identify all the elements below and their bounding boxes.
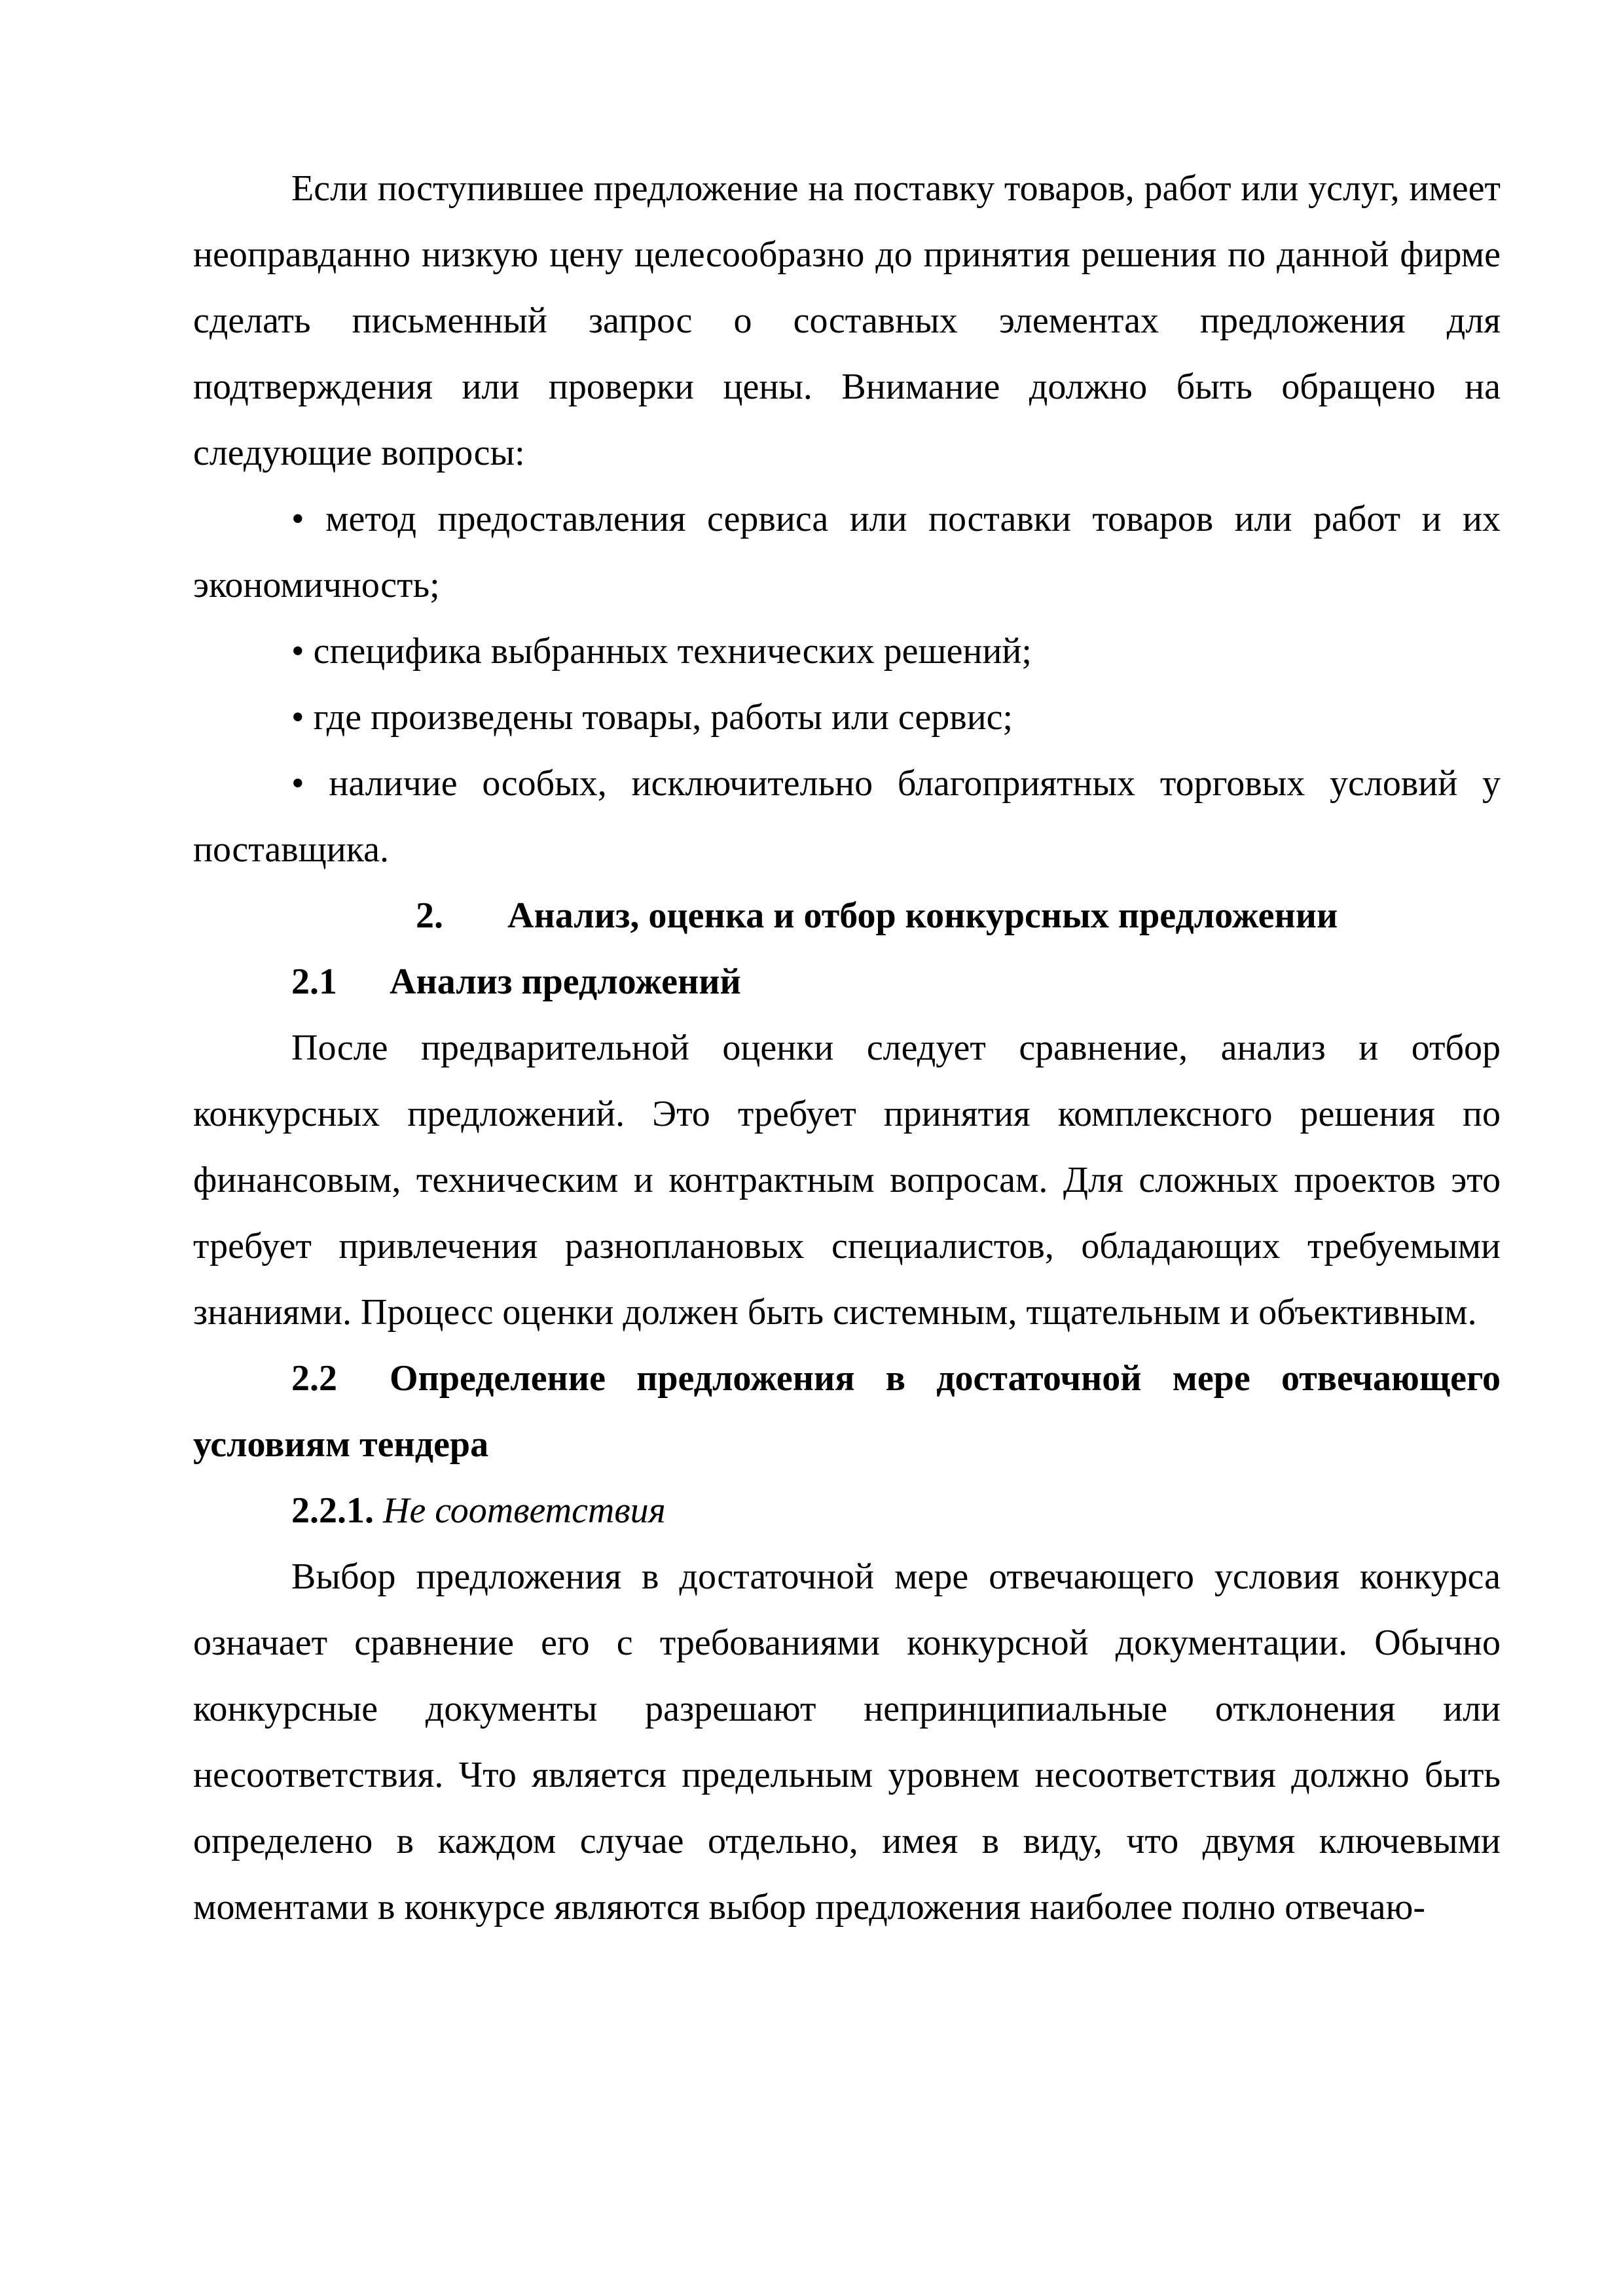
- section-number: 2.2.1.: [291, 1490, 374, 1531]
- bullet-marker: •: [291, 697, 304, 738]
- bullet-item-specifics: [193, 619, 1501, 685]
- intro-paragraph: Если поступившее предложение на поставку товаров, работ или услуг, имеет неоправданно низкую цену целесообразно до принятия решения по данной фирме сделать письменный запрос о составных элементах предложения для подтверждения или проверки цены. Внимание должно быть обращено на следующие вопросы:: [193, 168, 1501, 473]
- section-heading-2-1: [193, 949, 1501, 1015]
- section-heading-2-2: [193, 1346, 1501, 1478]
- bullet-item-method: [193, 486, 1501, 619]
- section-number: 2.2: [291, 1358, 337, 1399]
- section-title: Анализ предложений: [390, 961, 741, 1002]
- bullet-marker: •: [291, 499, 304, 539]
- bullet-text: специфика выбранных технических решений;: [313, 631, 1032, 672]
- section-title: Определение предложения в достаточной мере отвечающего условиям тендера: [193, 1358, 1501, 1465]
- bullet-marker: •: [291, 763, 304, 804]
- section-title: Анализ, оценка и отбор конкурсных предложении: [507, 895, 1338, 936]
- section-2-2-1-paragraph: Выбор предложения в достаточной мере отвечающего условия конкурса означает сравнение его с требованиями конкурсной документации. Обычно конкурсные документы разрешают непринципиальные отклонения или несоответствия. Что является предельным уровнем несоответствия должно быть определено в каждом случае отдельно, имея в виду, что двумя ключевыми моментами в конкурсе являются выбор предложения наиболее полно отвечаю-: [193, 1556, 1501, 1928]
- section-2-1-paragraph: После предварительной оценки следует сравнение, анализ и отбор конкурсных предложений. Это требует принятия комплексного решения по финансовым, техническим и контрактным вопросам. Для сложных проектов это требует привлечения разноплановых специалистов, обладающих требуемыми знаниями. Процесс оценки должен быть системным, тщательным и объективным.: [193, 1028, 1501, 1333]
- document-body: [193, 156, 1501, 1941]
- section-number: 2.1: [291, 961, 337, 1002]
- section-title: Не соответствия: [383, 1490, 666, 1531]
- bullet-item-conditions: [193, 751, 1501, 883]
- section-heading-2: [193, 883, 1501, 949]
- bullet-text: метод предоставления сервиса или поставки товаров или работ и их экономичность;: [193, 499, 1501, 605]
- section-heading-2-2-1: [193, 1478, 1501, 1544]
- section-number: 2.: [416, 895, 443, 936]
- bullet-text: где произведены товары, работы или сервис;: [313, 697, 1013, 738]
- bullet-item-origin: [193, 685, 1501, 751]
- bullet-marker: •: [291, 631, 304, 672]
- bullet-text: наличие особых, исключительно благоприятных торговых условий у поставщика.: [193, 763, 1501, 870]
